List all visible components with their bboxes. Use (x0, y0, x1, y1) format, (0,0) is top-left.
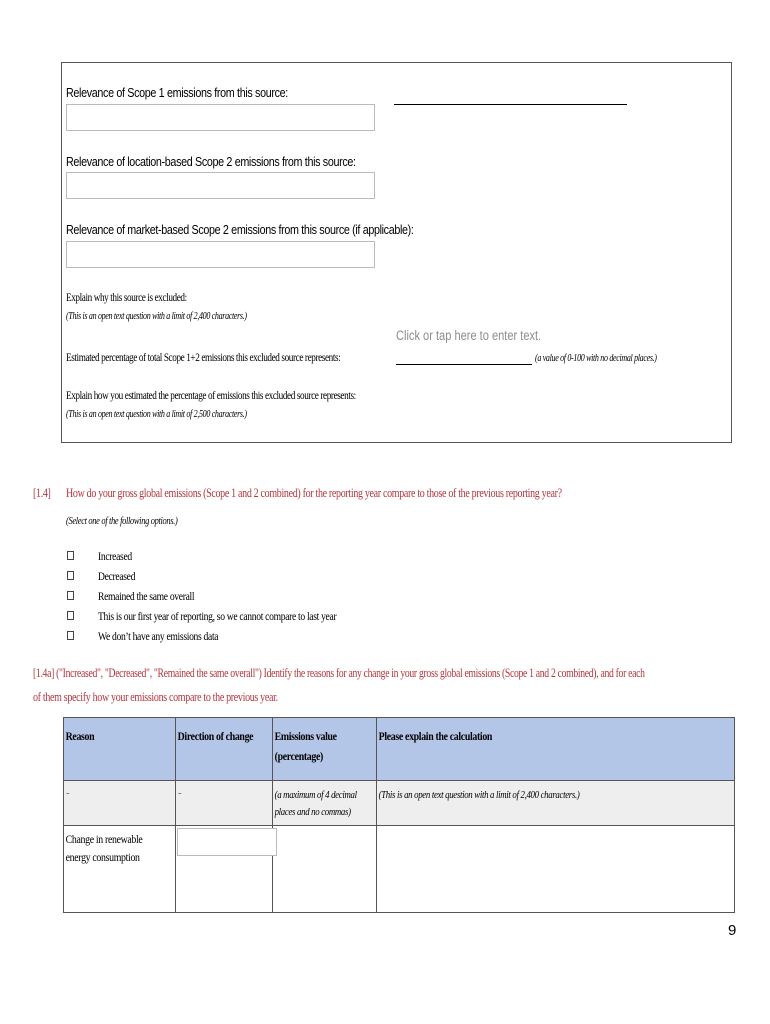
question-1-4-text: How do your gross global emissions (Scope 1 and 2 combined) for the reporting year compare to those of the previous reporting year? (66, 486, 562, 500)
checkbox-icon[interactable] (67, 591, 74, 600)
table-row (64, 826, 735, 913)
question-1-4a-text-line2: of them specify how your emissions compare to the previous year. (33, 690, 278, 704)
checkbox-icon[interactable] (67, 631, 74, 640)
scope1-relevance-field[interactable] (66, 104, 375, 131)
scope2-market-relevance-label: Relevance of market-based Scope 2 emissions from this source (if applicable): (66, 223, 414, 237)
reason-cell: Change in renewable energy consumption (64, 826, 176, 913)
option-label: This is our first year of reporting, so we cannot compare to last year (98, 609, 337, 623)
estimate-method-note: (This is an open text question with a limit of 2,500 characters.) (66, 409, 247, 420)
percentage-input[interactable] (396, 364, 532, 365)
note-emissions-value: (a maximum of 4 decimal places and no commas) (273, 781, 377, 826)
explain-cell[interactable] (377, 826, 735, 913)
direction-dropdown[interactable] (177, 828, 277, 856)
table-row (64, 781, 735, 826)
explain-exclusion-input[interactable]: Click or tap here to enter text. (396, 328, 542, 343)
signature-line (394, 104, 627, 105)
note-direction: - (176, 781, 273, 826)
emissions-value-cell[interactable] (273, 826, 377, 913)
question-1-4a-text-line1: [1.4a] ("Increased", "Decreased", "Remained the same overall") Identify the reasons for any change in your gross global emissions (Scope 1 and 2 combined), and for each (33, 666, 645, 680)
header-emissions-value: Emissions value (percentage) (273, 718, 377, 781)
note-explain: (This is an open text question with a limit of 2,400 characters.) (377, 781, 735, 826)
option-label: Remained the same overall (98, 589, 195, 603)
table-header-row (64, 718, 735, 781)
checkbox-icon[interactable] (67, 571, 74, 580)
scope1-relevance-label: Relevance of Scope 1 emissions from this source: (66, 86, 288, 100)
question-1-4-number: [1.4] (33, 486, 51, 500)
scope2-location-relevance-field[interactable] (66, 172, 375, 199)
header-direction: Direction of change (176, 718, 273, 781)
header-reason: Reason (64, 718, 176, 781)
direction-cell[interactable] (176, 826, 273, 913)
explain-exclusion-label: Explain why this source is excluded: (66, 292, 187, 304)
question-1-4-instruction: (Select one of the following options.) (66, 516, 178, 527)
scope2-location-relevance-label: Relevance of location-based Scope 2 emissions from this source: (66, 155, 356, 169)
page-number: 9 (728, 922, 737, 939)
percentage-note: (a value of 0-100 with no decimal places.) (535, 353, 657, 364)
percentage-label: Estimated percentage of total Scope 1+2 emissions this excluded source represents: (66, 352, 341, 364)
option-label: We don’t have any emissions data (98, 629, 219, 643)
reasons-table (63, 717, 734, 913)
header-explain: Please explain the calculation (377, 718, 735, 781)
checkbox-icon[interactable] (67, 551, 74, 560)
explain-exclusion-note: (This is an open text question with a limit of 2,400 characters.) (66, 311, 247, 322)
note-reason: - (64, 781, 176, 826)
scope2-market-relevance-field[interactable] (66, 241, 375, 268)
estimate-method-label: Explain how you estimated the percentage of emissions this excluded source represents: (66, 390, 356, 402)
option-label: Decreased (98, 569, 136, 583)
option-label: Increased (98, 549, 132, 563)
checkbox-icon[interactable] (67, 611, 74, 620)
